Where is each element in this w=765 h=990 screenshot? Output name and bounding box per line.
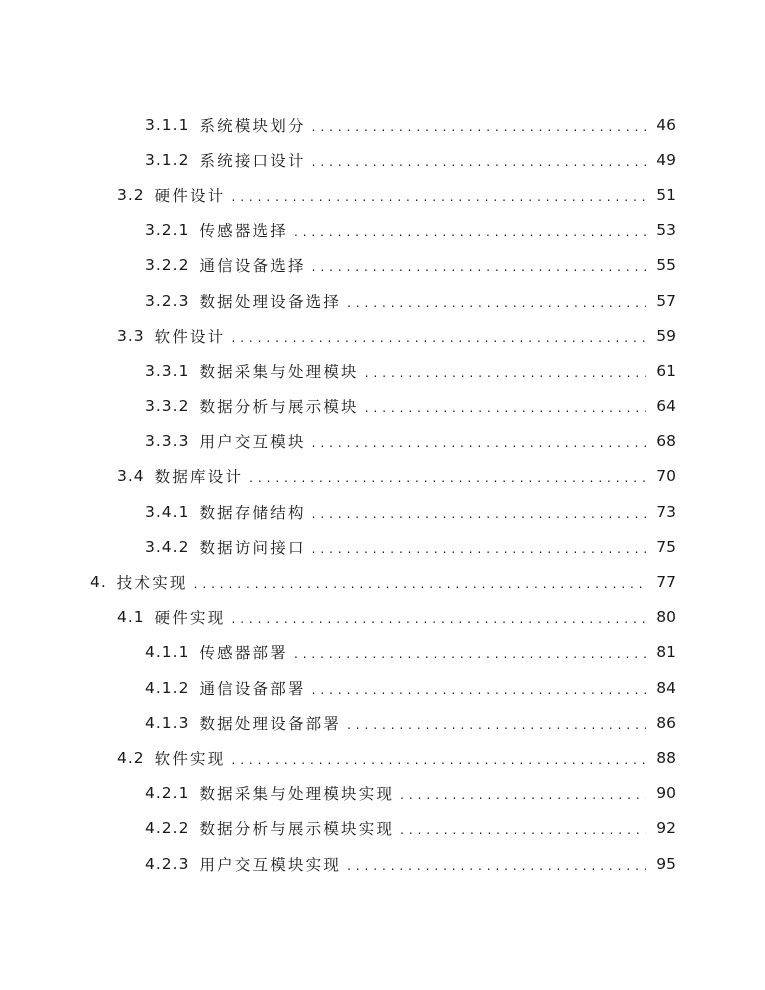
toc-entry-number: 3.3.2: [145, 397, 190, 416]
toc-entry-4-2-2[interactable]: [0, 811, 765, 846]
toc-entry-title: 传感器部署: [199, 644, 288, 663]
toc-entry-page-number: 61: [656, 361, 676, 380]
dot-leader: [347, 858, 646, 874]
toc-entry-number: 3.4.2: [145, 537, 190, 556]
toc-entry-3-2-2[interactable]: [0, 248, 765, 283]
dot-leader: [347, 717, 646, 733]
toc-entry-title: 数据采集与处理模块: [199, 362, 359, 381]
toc-entry-3-3-3[interactable]: [0, 424, 765, 459]
toc-entry-page-number: 75: [656, 537, 676, 556]
toc-entry-title: 数据分析与展示模块实现: [199, 820, 395, 839]
toc-entry-3-1-2[interactable]: [0, 142, 765, 177]
toc-entry-title: 系统模块划分: [199, 116, 306, 135]
toc-entry-4-2-1[interactable]: [0, 776, 765, 811]
toc-entry-title: 技术实现: [116, 574, 188, 593]
dot-leader: [347, 295, 646, 311]
dot-leader: [400, 787, 646, 803]
toc-entry-4-1-2[interactable]: [0, 670, 765, 705]
dot-leader: [312, 435, 646, 451]
toc-entry-title: 系统接口设计: [199, 151, 306, 170]
toc-entry-page-number: 88: [656, 748, 676, 767]
toc-entry-3-3-1[interactable]: [0, 353, 765, 388]
toc-entry-3-4-1[interactable]: [0, 494, 765, 529]
toc-entry-title: 传感器选择: [199, 222, 288, 241]
toc-entry-title: 数据采集与处理模块实现: [199, 785, 395, 804]
toc-entry-page-number: 49: [656, 150, 676, 169]
toc-entry-number: 4.2.1: [145, 784, 190, 803]
dot-leader: [400, 822, 646, 838]
dot-leader: [312, 682, 646, 698]
toc-entry-title: 数据访问接口: [199, 538, 306, 557]
toc-entry-title: 软件实现: [154, 749, 226, 768]
toc-entry-page-number: 59: [656, 326, 676, 345]
toc-entry-number: 4.1.3: [145, 713, 190, 732]
toc-entry-number: 4.2.3: [145, 854, 190, 873]
toc-entry-number: 3.4.1: [145, 502, 190, 521]
dot-leader: [231, 611, 646, 627]
toc-entry-title: 数据库设计: [154, 468, 244, 487]
toc-entry-title: 数据存储结构: [199, 503, 306, 522]
toc-entry-3-3[interactable]: [0, 318, 765, 353]
toc-entry-3-2[interactable]: [0, 177, 765, 212]
toc-entry-page-number: 68: [656, 432, 676, 451]
toc-entry-4-1-3[interactable]: [0, 705, 765, 740]
toc-entry-title: 通信设备选择: [199, 257, 306, 276]
toc-entry-number: 3.2.3: [145, 291, 190, 310]
toc-entry-3-2-1[interactable]: [0, 213, 765, 248]
toc-entry-3-1-1[interactable]: [0, 107, 765, 142]
toc-entry-number: 3.4: [117, 467, 145, 486]
toc-entry-title: 硬件设计: [154, 186, 226, 205]
toc-entry-page-number: 80: [656, 608, 676, 627]
toc-entry-page-number: 84: [656, 678, 676, 697]
toc-entry-3-3-2[interactable]: [0, 389, 765, 424]
toc-entry-title: 数据处理设备选择: [199, 292, 342, 311]
toc-entry-3-4[interactable]: [0, 459, 765, 494]
toc-entry-number: 3.2.1: [145, 221, 190, 240]
toc-entry-3-4-2[interactable]: [0, 529, 765, 564]
toc-entry-number: 3.3.1: [145, 361, 190, 380]
toc-entry-page-number: 64: [656, 397, 676, 416]
dot-leader: [365, 365, 646, 381]
toc-entry-3-2-3[interactable]: [0, 283, 765, 318]
toc-entry-page-number: 55: [656, 256, 676, 275]
toc-entry-number: 4.1: [117, 608, 145, 627]
toc-entry-title: 数据处理设备部署: [199, 714, 342, 733]
toc-entry-page-number: 51: [656, 185, 676, 204]
toc-entry-page-number: 46: [656, 115, 676, 134]
toc-entry-4-2-3[interactable]: [0, 846, 765, 881]
toc-entry-title: 用户交互模块实现: [199, 855, 342, 874]
toc-entry-page-number: 70: [656, 467, 676, 486]
toc-entry-title: 用户交互模块: [199, 433, 306, 452]
toc-entry-number: 4.2: [117, 748, 145, 767]
dot-leader: [312, 119, 646, 135]
toc-entry-page-number: 73: [656, 502, 676, 521]
dot-leader: [249, 470, 646, 486]
dot-leader: [312, 154, 646, 170]
toc-entry-number: 3.1.2: [145, 150, 190, 169]
dot-leader: [312, 541, 646, 557]
toc-entry-title: 硬件实现: [154, 609, 226, 628]
toc-entry-number: 3.3: [117, 326, 145, 345]
toc-entry-title: 数据分析与展示模块: [199, 398, 359, 417]
toc-entry-page-number: 90: [656, 784, 676, 803]
toc-entry-number: 4.1.1: [145, 643, 190, 662]
toc-entry-number: 4.2.2: [145, 819, 190, 838]
toc-entry-4-1[interactable]: [0, 600, 765, 635]
toc-entry-page-number: 92: [656, 819, 676, 838]
toc-entry-number: 4.: [90, 573, 107, 592]
toc-entry-title: 软件设计: [154, 327, 226, 346]
dot-leader: [231, 330, 646, 346]
toc-entry-page-number: 53: [656, 221, 676, 240]
toc-entry-page-number: 86: [656, 713, 676, 732]
dot-leader: [312, 259, 646, 275]
toc-entry-number: 3.1.1: [145, 115, 190, 134]
toc-entry-4-1-1[interactable]: [0, 635, 765, 670]
dot-leader: [365, 400, 646, 416]
toc-entry-title: 通信设备部署: [199, 679, 306, 698]
dot-leader: [312, 506, 646, 522]
toc-entry-page-number: 81: [656, 643, 676, 662]
dot-leader: [294, 646, 646, 662]
toc-entry-page-number: 57: [656, 291, 676, 310]
dot-leader: [231, 189, 646, 205]
dot-leader: [231, 752, 646, 768]
toc-entry-page-number: 95: [656, 854, 676, 873]
dot-leader: [194, 576, 646, 592]
toc-entry-number: 3.3.3: [145, 432, 190, 451]
toc-entry-4-2[interactable]: [0, 740, 765, 775]
table-of-contents: [0, 107, 765, 881]
toc-entry-number: 4.1.2: [145, 678, 190, 697]
toc-entry-number: 3.2: [117, 185, 145, 204]
toc-entry-page-number: 77: [656, 573, 676, 592]
toc-entry-number: 3.2.2: [145, 256, 190, 275]
dot-leader: [294, 224, 646, 240]
toc-entry-4[interactable]: [0, 564, 765, 599]
